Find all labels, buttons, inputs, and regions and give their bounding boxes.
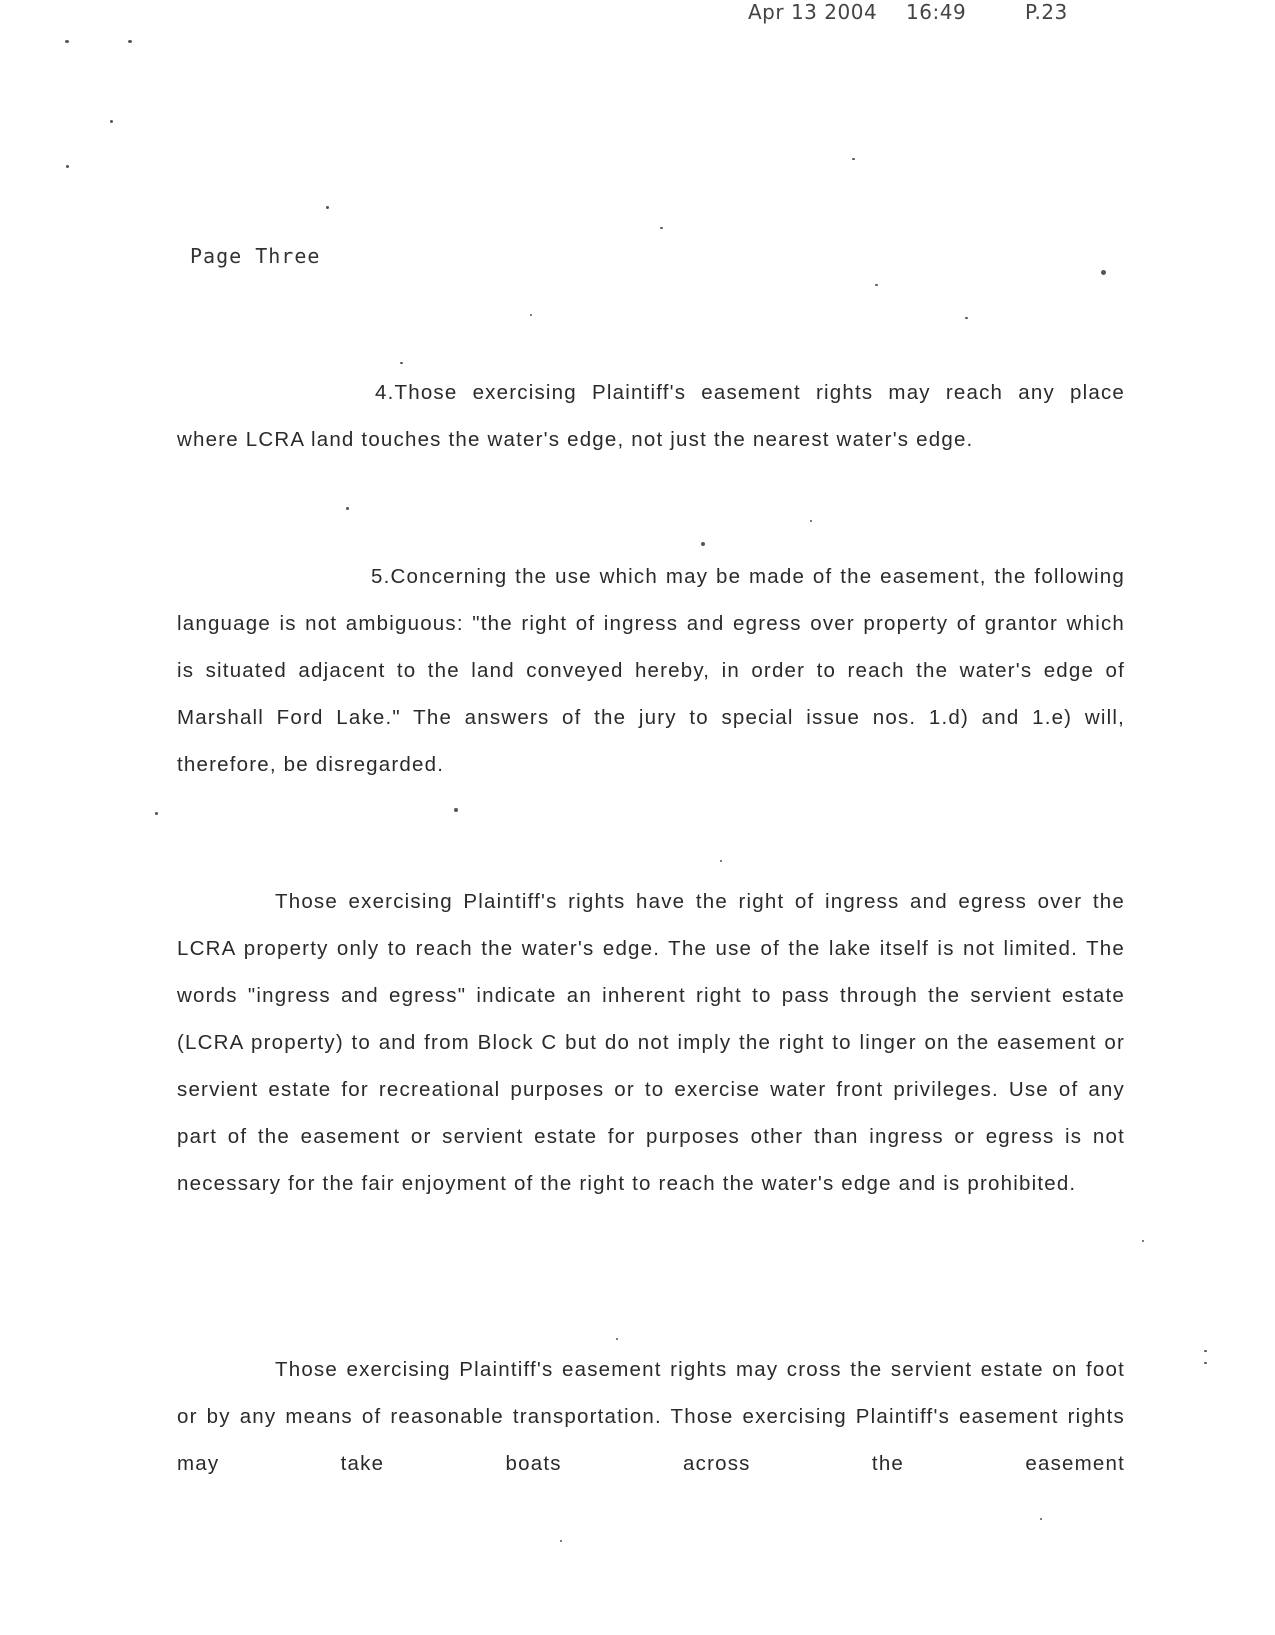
scan-speck: [346, 507, 349, 510]
fax-date: Apr 13 2004: [748, 0, 878, 24]
scan-speck: [616, 1338, 618, 1340]
scan-speck: [1040, 1518, 1042, 1520]
scan-speck: [1142, 1240, 1144, 1242]
scan-speck: [1204, 1362, 1207, 1364]
scan-speck: [965, 317, 968, 319]
scan-speck: [454, 808, 458, 812]
scan-speck: [875, 284, 878, 286]
scan-speck: [560, 1540, 562, 1542]
scan-speck: [110, 120, 113, 123]
scan-speck: [530, 314, 532, 316]
fax-page-number: P.23: [1025, 0, 1068, 24]
fax-header: [748, 0, 1068, 24]
paragraph-number: 5.: [371, 565, 391, 588]
paragraph-ingress-egress: [177, 878, 1125, 1207]
paragraph-number: 4.: [375, 381, 395, 404]
scan-speck: [326, 206, 329, 209]
page-label: Page Three: [190, 244, 321, 268]
scan-speck: [400, 362, 403, 364]
scan-speck: [1101, 270, 1106, 275]
scan-speck: [128, 40, 132, 43]
scan-speck: [852, 158, 855, 160]
scan-speck: [65, 40, 69, 43]
scan-speck: [1204, 1350, 1207, 1352]
fax-time: 16:49: [906, 0, 967, 24]
paragraph-text: Those exercising Plaintiff's easement rights may reach any place where LCRA land touches the water's edge, not just the nearest water's edge.: [177, 381, 1125, 451]
scan-speck: [66, 165, 69, 168]
paragraph-text: Concerning the use which may be made of the easement, the following language is not ambiguous: "the right of ingress and egress over property of grantor which is situated adjacent to the land conveyed hereby, in order to reach the water's edge of Marshall Ford Lake." The answers of the jury to special issue nos. 1.d) and 1.e) will, therefore, be disregarded.: [177, 565, 1125, 776]
paragraph-transportation: [177, 1346, 1125, 1487]
paragraph-text: Those exercising Plaintiff's rights have the right of ingress and egress over the LCRA property only to reach the water's edge. The use of the lake itself is not limited. The words "ingress and egress" indicate an inherent right to pass through the servient estate (LCRA property) to and from Block C but do not imply the right to linger on the easement or servient estate for recreational purposes or to exercise water front privileges. Use of any part of the easement or servient estate for purposes other than ingress or egress is not necessary for the fair enjoyment of the right to reach the water's edge and is prohibited.: [177, 890, 1125, 1195]
scan-speck: [810, 520, 812, 522]
scan-speck: [660, 227, 663, 229]
scan-speck: [155, 812, 158, 815]
paragraph-text: Those exercising Plaintiff's easement rights may cross the servient estate on foot or by any means of reasonable transportation. Those exercising Plaintiff's easement rights may take boats across the easement: [177, 1358, 1125, 1475]
scan-speck: [701, 542, 705, 546]
scan-speck: [720, 860, 722, 862]
paragraph-5: [177, 553, 1125, 788]
paragraph-4: [177, 369, 1125, 463]
